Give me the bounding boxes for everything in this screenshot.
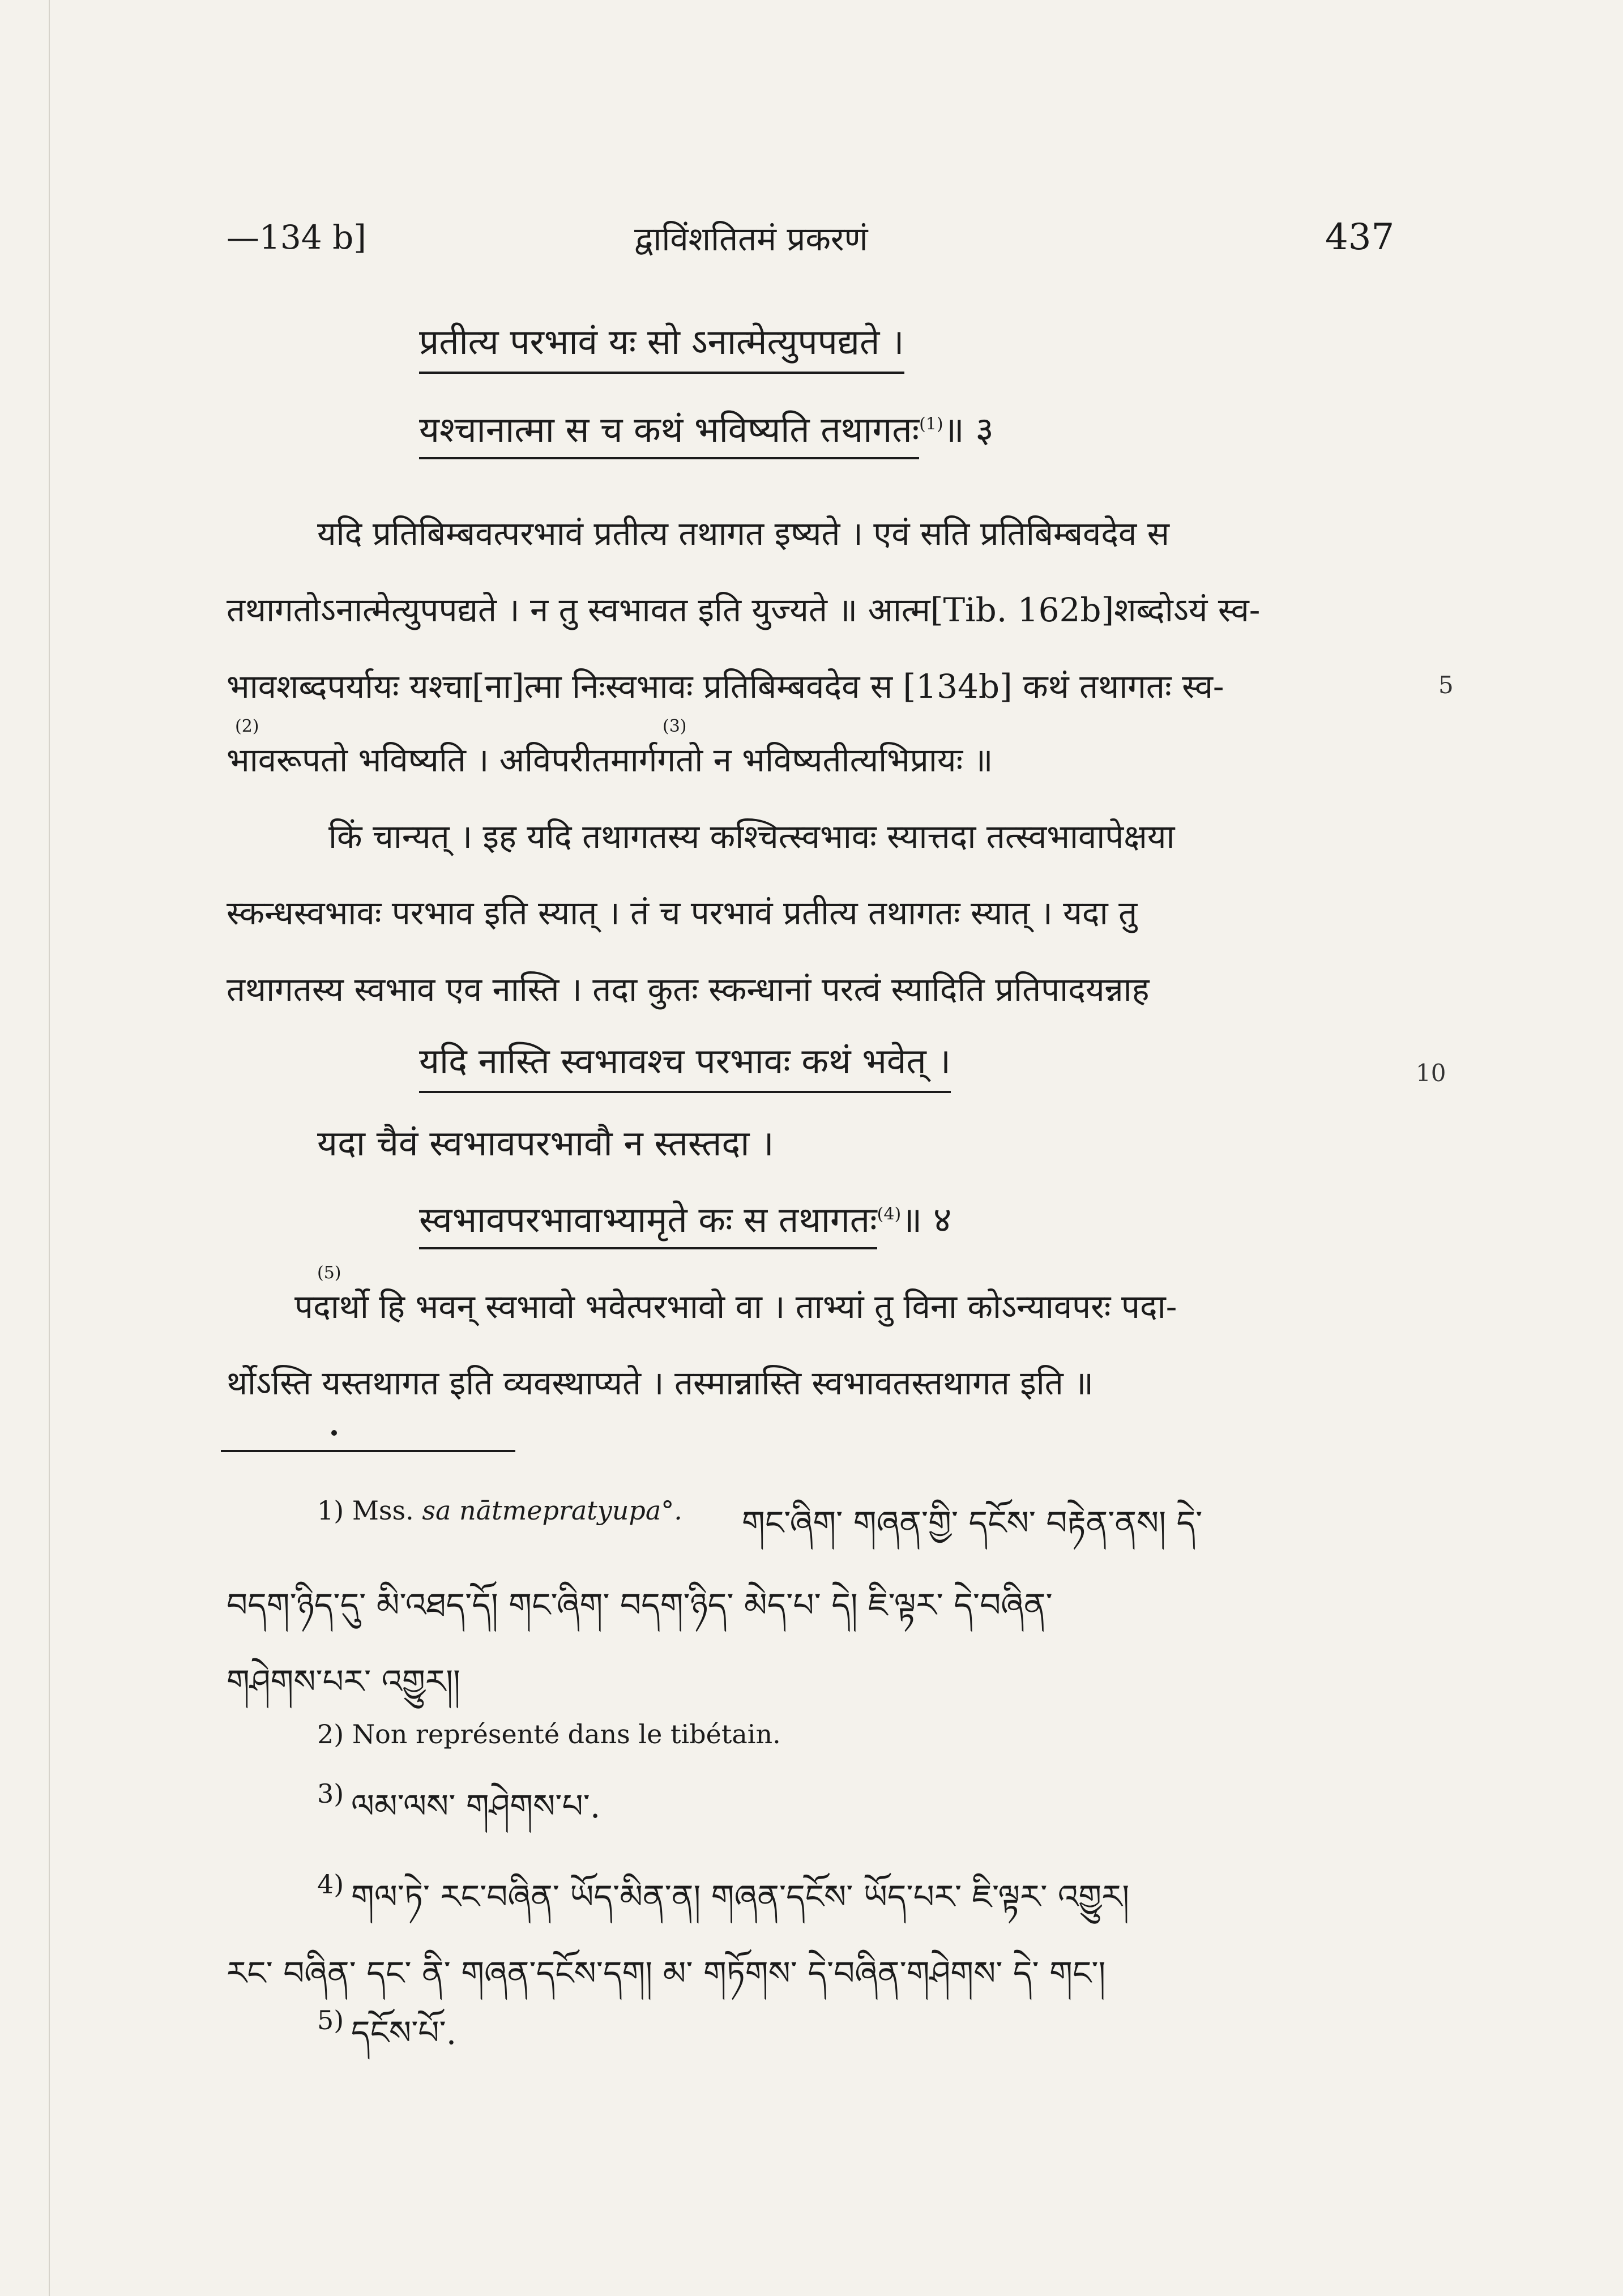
verse4-line3-row	[419, 1195, 951, 1243]
commentary2-line3: तथागतस्य स्वभाव एव नास्ति । तदा कुतः स्कन्धानां परत्वं स्यादिति प्रतिपादयन्नाह	[227, 970, 1150, 1009]
verse4-line3: स्वभावपरभावाभ्यामृते कः स तथागतः	[419, 1199, 877, 1249]
footnote-2: 2) Non représenté dans le tibétain.	[317, 1719, 781, 1749]
commentary3-line1: पदार्थो हि भवन् स्वभावो भवेत्परभावो वा । ताभ्यां तु विना कोऽन्यावपरः पदा-	[294, 1287, 1177, 1326]
footnote-5-tibetan: དངོས་པོ་.	[351, 2013, 457, 2052]
footnote-1-tibetan-2: བདག་ཉིད་དུ་ མི་འཐད་དོ། གང་ཞིག་ བདག་ཉིད་ མེད་པ་ དེ། ཇི་ལྟར་ དེ་བཞིན་	[227, 1586, 1053, 1624]
footnote-1-tibetan-1: གང་ཞིག་ གཞན་གྱི་ དངོས་ བརྟེན་ནས། དེ་	[742, 1504, 1203, 1542]
verse3-line2: यश्चानात्मा स च कथं भविष्यति तथागतः	[419, 409, 919, 459]
page-number: 437	[1325, 216, 1395, 258]
footnote-1-label	[317, 1495, 682, 1526]
footnote-3-tibetan: ལམ་ལས་ གཤེགས་པ་.	[351, 1787, 601, 1825]
footnote-1-tibetan-3: གཤེགས་པར་ འགྱུར།།	[227, 1662, 460, 1701]
verse3-line2-row	[419, 405, 994, 453]
commentary2-line1: किं चान्यत् । इह यदि तथागतस्य कश्चित्स्वभावः स्यात्तदा तत्स्वभावापेक्षया	[328, 817, 1175, 856]
footnote-1-latin: sa nātmepratyupa°.	[422, 1495, 682, 1526]
footnote-marker-3: (3)	[663, 716, 687, 736]
footnote-4-number: 4)	[317, 1869, 344, 1900]
footnote-separator	[221, 1450, 515, 1452]
commentary1-line4: भावरूपतो भविष्यति । अविपरीतमार्गगतो न भविष्यतीत्यभिप्रायः ॥	[227, 741, 993, 779]
commentary3-line2: र्थोऽस्ति यस्तथागत इति व्यवस्थाप्यते । तस्मान्नास्ति स्वभावतस्तथागत इति ॥	[227, 1364, 1094, 1402]
line-number-10: 10	[1416, 1059, 1446, 1087]
commentary1-line1: यदि प्रतिबिम्बवत्परभावं प्रतीत्य तथागत इष्यते । एवं सति प्रतिबिम्बवदेव स	[317, 514, 1169, 553]
verse4-line2: यदा चैवं स्वभावपरभावौ न स्तस्तदा ।	[317, 1123, 774, 1164]
footnote-5-number: 5)	[317, 2005, 344, 2035]
footnote-4-tibetan-1: གལ་ཏེ་ རང་བཞིན་ ཡོད་མིན་ན། གཞན་དངོས་ ཡོད་པར་ ཇི་ལྟར་ འགྱུར།	[351, 1877, 1130, 1916]
commentary1-line2: तथागतोऽनात्मेत्युपपद्यते । न तु स्वभावत इति युज्यते ॥ आत्म[Tib. 162b]शब्दोऽयं स्व-	[227, 591, 1261, 629]
ink-dot	[331, 1430, 337, 1436]
verse3-number: ॥ ३	[943, 409, 994, 450]
footnote-1-number: 1) Mss.	[317, 1495, 414, 1526]
commentary1-line3: भावशब्दपर्यायः यश्चा[ना]त्मा निःस्वभावः प्रतिबिम्बवदेव स [134b] कथं तथागतः स्व-	[227, 667, 1224, 706]
footnote-marker-5: (5)	[317, 1263, 341, 1283]
verse4-line1: यदि नास्ति स्वभावश्च परभावः कथं भवेत् ।	[419, 1036, 951, 1093]
header-chapter-title: द्वाविंशतितमं प्रकरणं	[634, 220, 868, 258]
footnote-marker-4: (4)	[877, 1204, 902, 1224]
verse3-line1: प्रतीत्य परभावं यः सो ऽनात्मेत्युपपद्यते ।	[419, 317, 904, 374]
footnote-marker-2: (2)	[235, 716, 259, 736]
header-section-ref: —134 b]	[227, 218, 366, 257]
footnote-marker-1: (1)	[919, 414, 943, 434]
footnote-4-tibetan-2: རང་ བཞིན་ དང་ ནི་ གཞན་དངོས་དག། མ་ གཏོགས་ དེ་བཞིན་གཤེགས་ དེ་ གང་།	[227, 1954, 1106, 1992]
line-number-5: 5	[1438, 671, 1454, 699]
verse4-number: ॥ ४	[901, 1199, 952, 1240]
commentary2-line2: स्कन्धस्वभावः परभाव इति स्यात् । तं च परभावं प्रतीत्य तथागतः स्यात् । यदा तु	[227, 894, 1138, 932]
page-edge	[49, 0, 50, 2296]
footnote-3-number: 3)	[317, 1778, 344, 1809]
